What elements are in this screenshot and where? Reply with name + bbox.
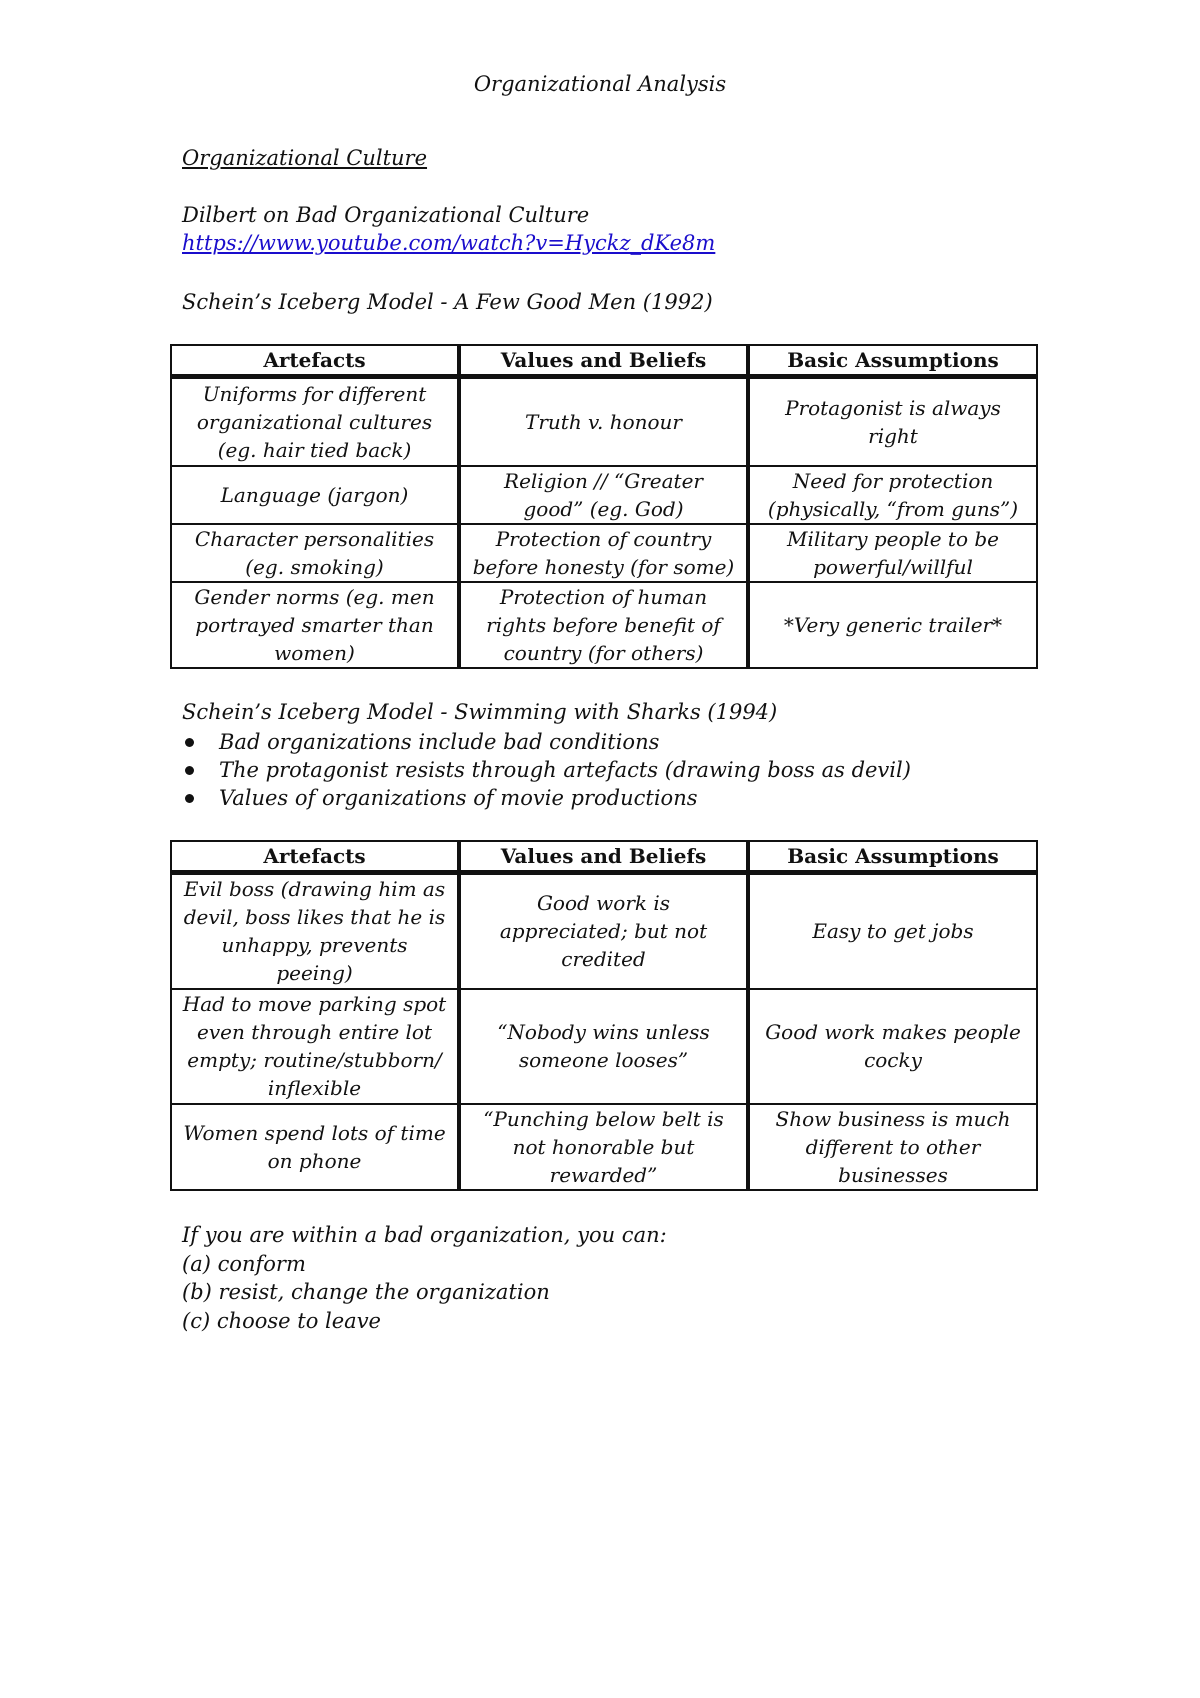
table-row xyxy=(171,582,1037,668)
list-item-text: Values of organizations of movie productions xyxy=(219,786,698,810)
table-cell: Protection of human rights before benefit of country (for others) xyxy=(459,582,748,668)
dilbert-line: Dilbert on Bad Organizational Culture xyxy=(182,203,590,227)
list-item-text: Bad organizations include bad conditions xyxy=(219,730,660,754)
table-row xyxy=(171,873,1037,989)
table-row xyxy=(171,989,1037,1104)
table-cell: Women spend lots of time on phone xyxy=(171,1104,459,1190)
bullet-icon xyxy=(185,738,194,747)
model2-heading: Schein’s Iceberg Model - Swimming with Sharks (1994) xyxy=(182,700,778,724)
table-cell: Show business is much different to other businesses xyxy=(748,1104,1037,1190)
table-cell: Uniforms for different organizational cultures (eg. hair tied back) xyxy=(171,377,459,466)
list-item xyxy=(182,728,911,756)
table-cell: Protection of country before honesty (for some) xyxy=(459,524,748,582)
closing-line: If you are within a bad organization, you can: xyxy=(182,1223,667,1247)
table-header-row xyxy=(171,345,1037,377)
closing-option-conform: (a) conform xyxy=(182,1252,306,1276)
table-cell: Language (jargon) xyxy=(171,466,459,524)
table-row xyxy=(171,1104,1037,1190)
table-row xyxy=(171,466,1037,524)
table-cell: “Nobody wins unless someone looses” xyxy=(459,989,748,1104)
table-cell: Character personalities (eg. smoking) xyxy=(171,524,459,582)
header-values-and-beliefs: Values and Beliefs xyxy=(459,841,748,873)
table-cell: “Punching below belt is not honorable but rewarded” xyxy=(459,1104,748,1190)
list-item xyxy=(182,756,911,784)
header-artefacts: Artefacts xyxy=(171,841,459,873)
table-cell: Truth v. honour xyxy=(459,377,748,466)
table-cell: Good work is appreciated; but not credited xyxy=(459,873,748,989)
bullet-icon xyxy=(185,766,194,775)
table-row xyxy=(171,377,1037,466)
section-heading: Organizational Culture xyxy=(182,146,428,170)
document-title: Organizational Analysis xyxy=(473,72,727,96)
table-cell: Protagonist is always right xyxy=(748,377,1037,466)
closing-option-leave: (c) choose to leave xyxy=(182,1309,381,1333)
closing-option-resist: (b) resist, change the organization xyxy=(182,1280,550,1304)
table-cell: Had to move parking spot even through entire lot empty; routine/stubborn/ inflexible xyxy=(171,989,459,1104)
bullet-list xyxy=(182,728,911,812)
list-item xyxy=(182,784,911,812)
bullet-icon xyxy=(185,794,194,803)
header-artefacts: Artefacts xyxy=(171,345,459,377)
table-cell: Gender norms (eg. men portrayed smarter than women) xyxy=(171,582,459,668)
model1-heading: Schein’s Iceberg Model - A Few Good Men (1992) xyxy=(182,290,713,314)
header-basic-assumptions: Basic Assumptions xyxy=(748,345,1037,377)
table-cell: Religion // “Greater good” (eg. God) xyxy=(459,466,748,524)
table-cell: Easy to get jobs xyxy=(748,873,1037,989)
table-header-row xyxy=(171,841,1037,873)
header-values-and-beliefs: Values and Beliefs xyxy=(459,345,748,377)
table-cell: Military people to be powerful/willful xyxy=(748,524,1037,582)
table-swimming-with-sharks xyxy=(170,840,1038,1191)
table-cell: Evil boss (drawing him as devil, boss likes that he is unhappy, prevents peeing) xyxy=(171,873,459,989)
list-item-text: The protagonist resists through artefacts (drawing boss as devil) xyxy=(219,758,911,782)
header-basic-assumptions: Basic Assumptions xyxy=(748,841,1037,873)
youtube-link[interactable]: https://www.youtube.com/watch?v=Hyckz_dKe8m xyxy=(182,231,716,255)
table-row xyxy=(171,524,1037,582)
table-cell: Need for protection (physically, “from guns”) xyxy=(748,466,1037,524)
table-few-good-men xyxy=(170,344,1038,669)
table-cell: Good work makes people cocky xyxy=(748,989,1037,1104)
table-cell: *Very generic trailer* xyxy=(748,582,1037,668)
